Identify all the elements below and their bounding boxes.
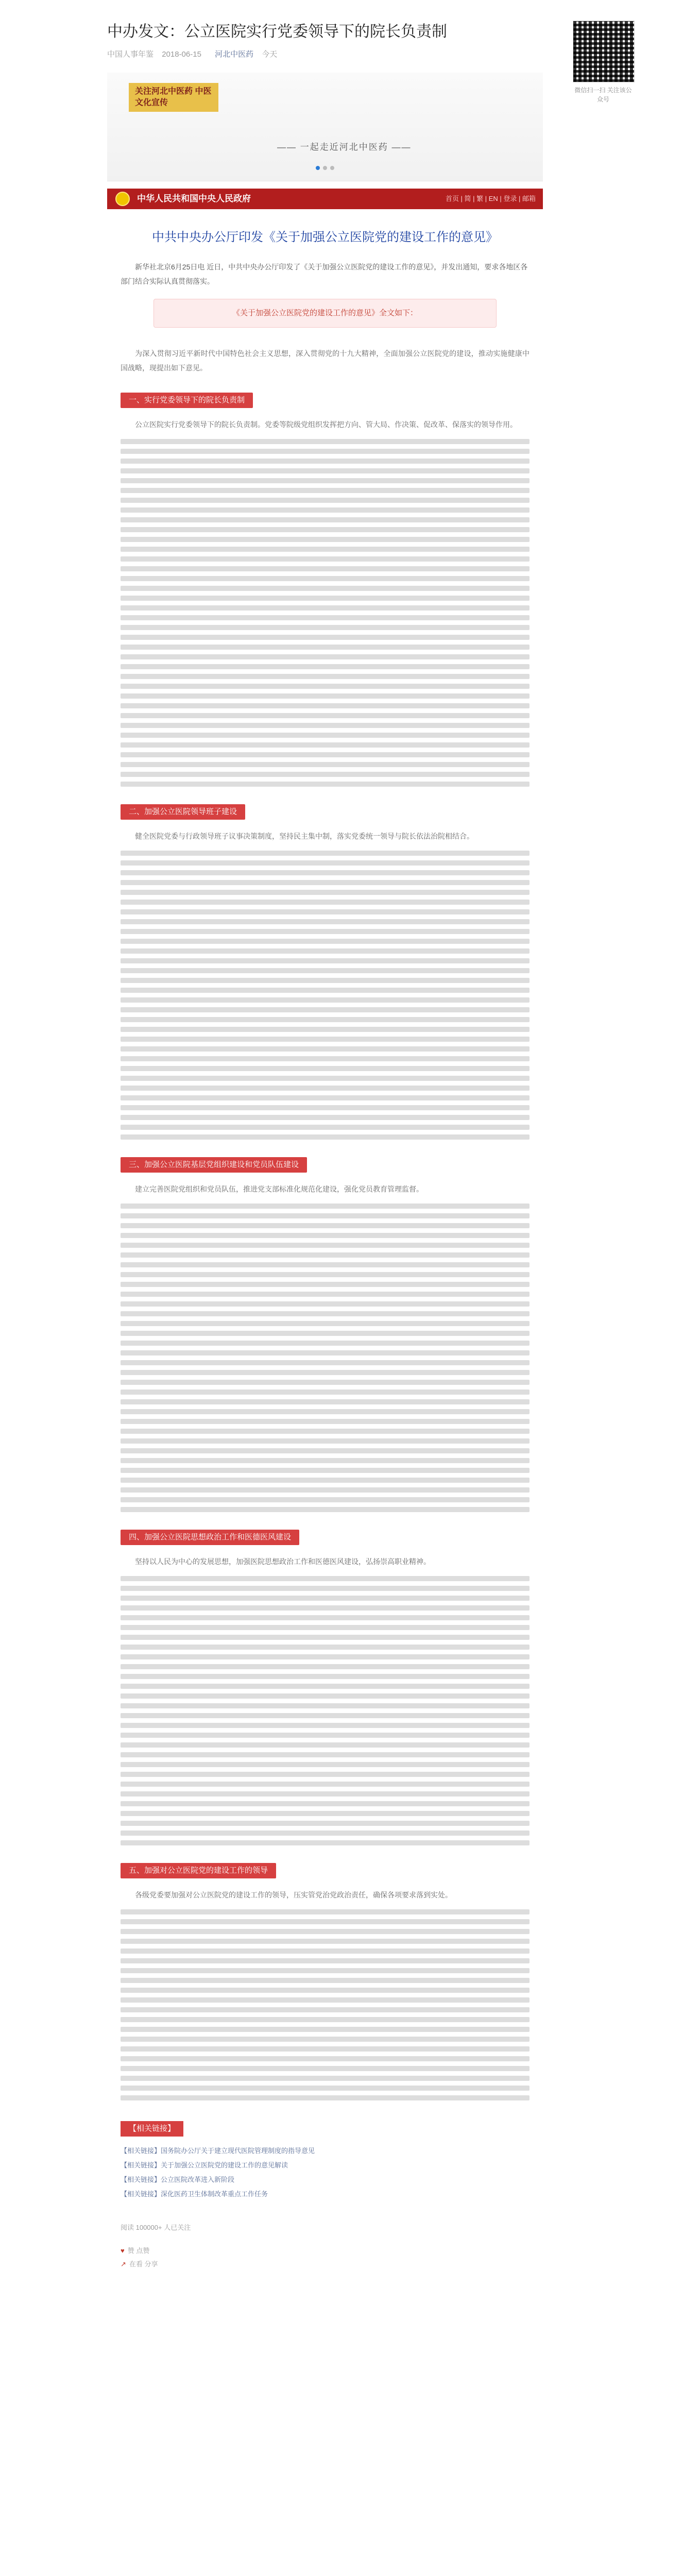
gov-header-title: 中华人民共和国中央人民政府 bbox=[137, 194, 251, 204]
paragraph: 公立医院实行党委领导下的院长负责制。党委等院级党组织发挥把方向、管大局、作决策、促改革、保落实的领导作用。 bbox=[135, 420, 517, 429]
account-link[interactable]: 河北中医药 bbox=[215, 50, 254, 59]
text-block bbox=[121, 439, 530, 787]
article-actions bbox=[121, 2244, 254, 2271]
carousel-dot[interactable] bbox=[316, 166, 320, 170]
related-link[interactable]: 【相关链接】关于加强公立医院党的建设工作的意见解读 bbox=[121, 2161, 288, 2169]
meta-extra: 今天 bbox=[262, 50, 278, 59]
paragraph: 坚持以人民为中心的发展思想，加强医院思想政治工作和医德医风建设，弘扬崇高职业精神。 bbox=[135, 1557, 431, 1566]
banner-image bbox=[107, 73, 543, 181]
text-block bbox=[121, 851, 530, 1140]
paragraph: 为深入贯彻习近平新时代中国特色社会主义思想，深入贯彻党的十九大精神，全面加强公立医院党的建设，推动实施健康中国战略，现提出如下意见。 bbox=[121, 349, 530, 372]
share-button[interactable]: ↗ 在看 分享 bbox=[121, 2260, 158, 2268]
thumb-icon: ♥ bbox=[121, 2247, 125, 2255]
text-block bbox=[121, 1204, 530, 1512]
share-icon: ↗ bbox=[121, 2260, 126, 2268]
gov-header-bar bbox=[107, 189, 543, 209]
carousel-dot[interactable] bbox=[323, 166, 327, 170]
paragraph: 健全医院党委与行政领导班子议事决策制度，坚持民主集中制，落实党委统一领导与院长依法治院相结合。 bbox=[135, 832, 474, 840]
section-heading: 四、加强公立医院思想政治工作和医德医风建设 bbox=[121, 1530, 299, 1545]
article-meta bbox=[107, 48, 543, 59]
related-link[interactable]: 【相关链接】国务院办公厅关于建立现代医院管理制度的指导意见 bbox=[121, 2147, 315, 2155]
side-qr-panel bbox=[573, 21, 634, 104]
related-link[interactable]: 【相关链接】深化医药卫生体制改革重点工作任务 bbox=[121, 2190, 268, 2198]
doc-title: 中共中央办公厅印发《关于加强公立医院党的建设工作的意见》 bbox=[152, 230, 498, 244]
related-tag: 【相关链接】 bbox=[121, 2121, 183, 2137]
carousel-dots[interactable] bbox=[314, 163, 336, 173]
doc-quote: 《关于加强公立医院党的建设工作的意见》全文如下： bbox=[153, 299, 497, 328]
like-button[interactable]: ♥ 赞 点赞 bbox=[121, 2247, 150, 2255]
related-link[interactable]: 【相关链接】公立医院改革进入新阶段 bbox=[121, 2176, 235, 2183]
carousel-dot[interactable] bbox=[330, 166, 334, 170]
related-links bbox=[121, 2121, 530, 2201]
section-heading: 二、加强公立医院领导班子建设 bbox=[121, 804, 245, 820]
text-block bbox=[121, 1576, 530, 1845]
article-title: 中办发文：公立医院实行党委领导下的院长负责制 bbox=[107, 23, 447, 40]
side-qr-code bbox=[573, 21, 635, 82]
side-qr-caption: 微信扫一扫 关注该公众号 bbox=[574, 87, 632, 103]
paragraph: 建立完善医院党组织和党员队伍，推进党支部标准化规范化建设，强化党员教育管理监督。 bbox=[135, 1185, 423, 1193]
meta-date: 2018-06-15 bbox=[162, 50, 201, 59]
paragraph: 各级党委要加强对公立医院党的建设工作的领导，压实管党治党政治责任，确保各项要求落到实处。 bbox=[135, 1891, 452, 1899]
article bbox=[107, 0, 543, 2271]
banner-corp: —— 一起走近河北中医药 —— bbox=[277, 142, 412, 152]
section-heading: 五、加强对公立医院党的建设工作的领导 bbox=[121, 1863, 276, 1878]
section-heading: 三、加强公立医院基层党组织建设和党员队伍建设 bbox=[121, 1157, 307, 1173]
read-count: 阅读 100000+ 人已关注 bbox=[121, 2224, 191, 2231]
meta-source: 中国人事年鉴 bbox=[107, 50, 154, 59]
section-heading: 一、实行党委领导下的院长负责制 bbox=[121, 393, 253, 408]
gov-header-nav: 首页 | 简 | 繁 | EN | 登录 | 邮箱 bbox=[445, 195, 536, 202]
text-block bbox=[121, 1909, 530, 2100]
doc-lead: 新华社北京6月25日电 近日，中共中央办公厅印发了《关于加强公立医院党的建设工作的意见》，并发出通知，要求各地区各部门结合实际认真贯彻落实。 bbox=[121, 263, 528, 285]
banner-ribbon: 关注河北中医药 中医文化宣传 bbox=[129, 83, 218, 112]
national-emblem-icon bbox=[115, 192, 130, 206]
